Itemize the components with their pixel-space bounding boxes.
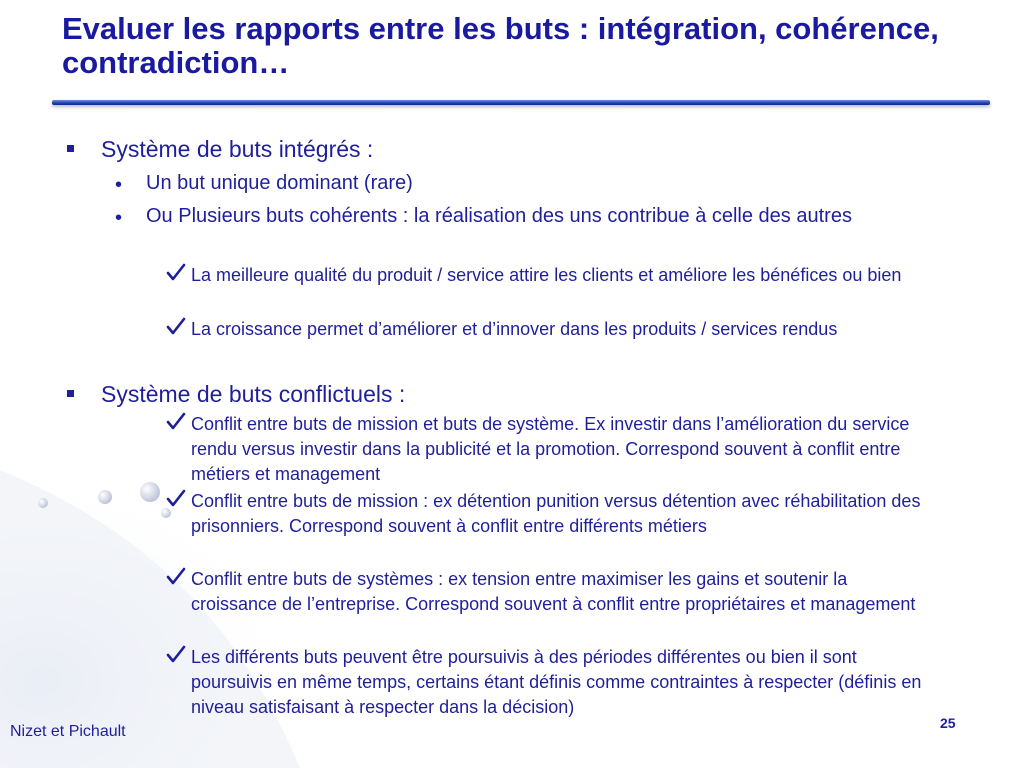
dot-bullet-icon: •: [115, 207, 123, 229]
check-item: Les différents buts peuvent être poursuivis à des périodes différentes ou bien il sont poursuivis en même temps, certains étant définis comme contraintes à respecter (définis en niveau satisfaisant à respecter dans la décision): [191, 647, 922, 717]
page-number: 25: [940, 715, 956, 731]
slide-title: Evaluer les rapports entre les buts : intégration, cohérence, contradiction…: [62, 11, 939, 80]
check-item: Conflit entre buts de systèmes : ex tension entre maximiser les gains et soutenir la croissance de l’entreprise. Correspond souvent à conflit entre propriétaires et management: [191, 569, 916, 614]
check-item: La meilleure qualité du produit / service attire les clients et améliore les bénéfices ou bien: [191, 265, 902, 285]
checkmark-icon: [166, 316, 186, 336]
check-item: Conflit entre buts de mission et buts de système. Ex investir dans l’amélioration du service rendu versus investir dans la publicité et la promotion. Correspond souvent à conflit entre métiers et management: [191, 414, 910, 484]
square-bullet-icon: [67, 145, 74, 152]
checkmark-icon: [166, 411, 186, 431]
checkmark-icon: [166, 488, 186, 508]
check-item: Conflit entre buts de mission : ex détention punition versus détention avec réhabilitation des prisonniers. Correspond souvent à conflit entre différents métiers: [191, 491, 921, 536]
checkmark-icon: [166, 262, 186, 282]
checkmark-icon: [166, 644, 186, 664]
list-item: Ou Plusieurs buts cohérents : la réalisation des uns contribue à celle des autres: [146, 205, 852, 227]
title-underline: [52, 100, 990, 105]
square-bullet-icon: [67, 390, 74, 397]
section-heading: Système de buts intégrés :: [101, 136, 374, 162]
list-item: Un but unique dominant (rare): [146, 172, 413, 194]
check-item: La croissance permet d’améliorer et d’innover dans les produits / services rendus: [191, 319, 838, 339]
dot-bullet-icon: •: [115, 174, 123, 196]
footer-author: Nizet et Pichault: [10, 723, 126, 740]
section-heading: Système de buts conflictuels :: [101, 381, 406, 407]
checkmark-icon: [166, 566, 186, 586]
